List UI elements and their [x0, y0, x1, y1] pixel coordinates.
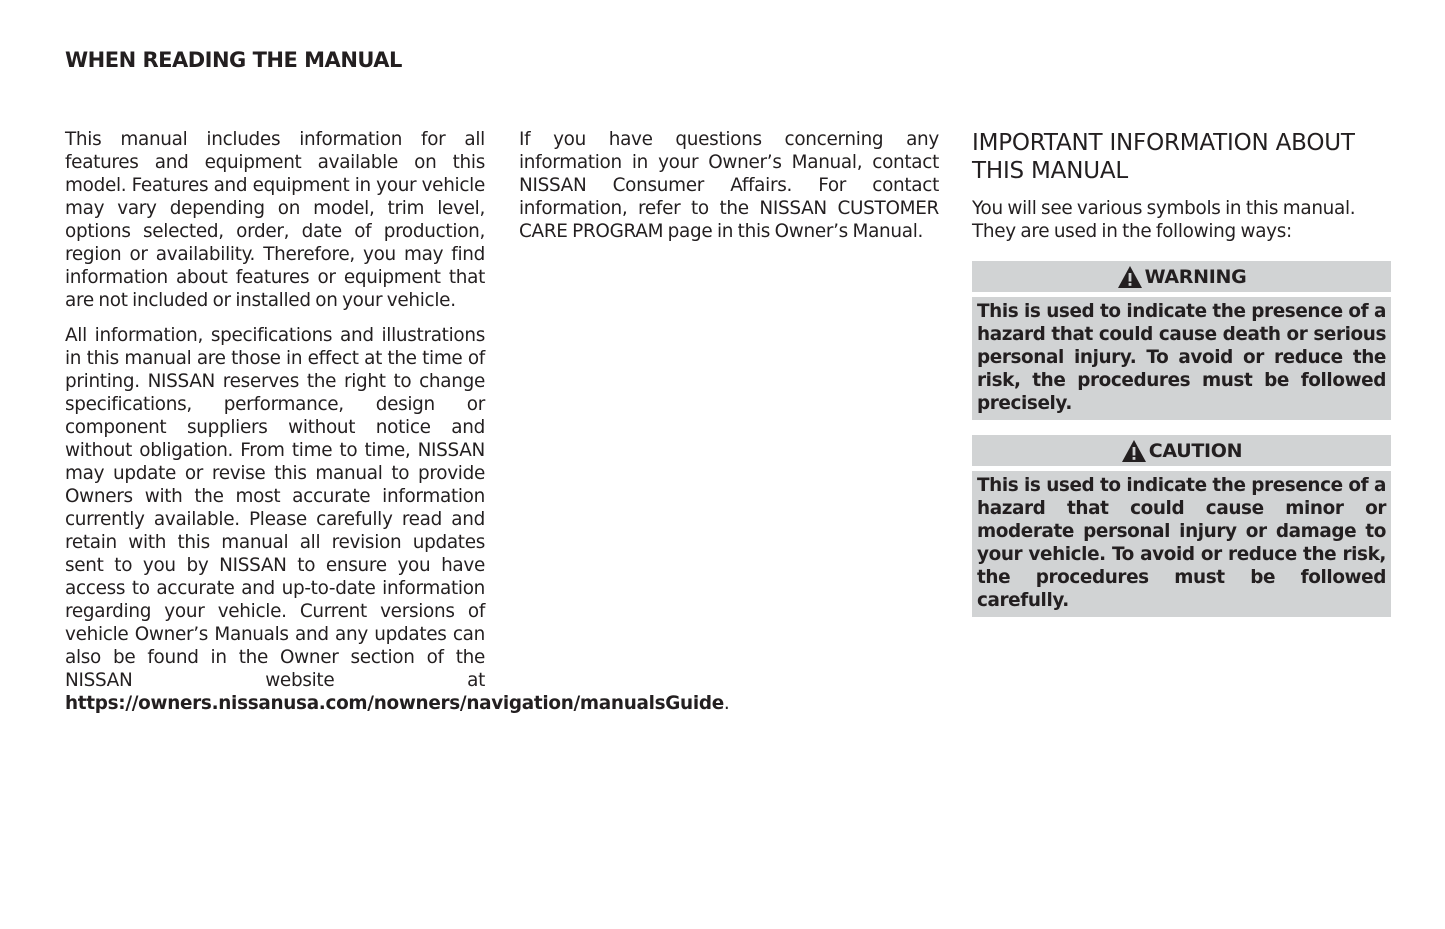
page-title: WHEN READING THE MANUAL [65, 48, 402, 72]
caution-triangle-icon [1121, 439, 1147, 463]
caution-label: CAUTION [1148, 439, 1243, 462]
specifications-text: All information, specifications and illustrations in this manual are those in effect at the time of printing. NISSAN reserves the right to change specifications, performance, design or component suppliers without notice and without obligation. From time to time, NISSAN may update or revise this manual to provide Owners with the most accurate information currently available. Please carefully read and retain with this manual all revision updates sent to you by NISSAN to ensure you have access to accurate and up-to-date information regarding your vehicle. Current versions of vehicle Owner’s Manuals and any updates can also be found in the Owner section of the NISSAN website at [65, 325, 485, 691]
column-right [972, 128, 1391, 617]
section-title: IMPORTANT INFORMATION ABOUT THIS MANUAL [972, 130, 1355, 184]
caution-text: This is used to indicate the presence of a hazard that could cause minor or moderate personal injury or damage to your vehicle. To avoid or reduce the risk, the procedures must be followed carefully. [977, 475, 1386, 611]
warning-body [972, 297, 1391, 420]
warning-box [972, 261, 1391, 420]
caution-body [972, 471, 1391, 617]
specifications-paragraph [65, 324, 730, 715]
features-paragraph: This manual includes information for all features and equipment available on this model. Features and equipment in your vehicle may vary depending on model, trim level, options selected, order, date of production, region or availability. Therefore, you may find information about features or equipment that are not included or installed on your vehicle. [65, 129, 485, 311]
caution-header [972, 435, 1391, 466]
column-middle [519, 128, 939, 243]
warning-triangle-icon [1117, 265, 1143, 289]
warning-label: WARNING [1144, 265, 1247, 288]
symbols-intro: You will see various symbols in this manual. They are used in the following ways: [972, 198, 1356, 242]
manuals-guide-link[interactable]: https://owners.nissanusa.com/nowners/navigation/manualsGuide [65, 693, 724, 714]
questions-paragraph: If you have questions concerning any information in your Owner’s Manual, contact NISSAN Consumer Affairs. For contact information, refer to the NISSAN CUSTOMER CARE PROGRAM page in this Owner’s Manual. [519, 129, 939, 242]
caution-box [972, 435, 1391, 617]
warning-header [972, 261, 1391, 292]
sentence-period: . [723, 693, 730, 714]
warning-text: This is used to indicate the presence of a hazard that could cause death or serious personal injury. To avoid or reduce the risk, the procedures must be followed precisely. [977, 301, 1386, 414]
